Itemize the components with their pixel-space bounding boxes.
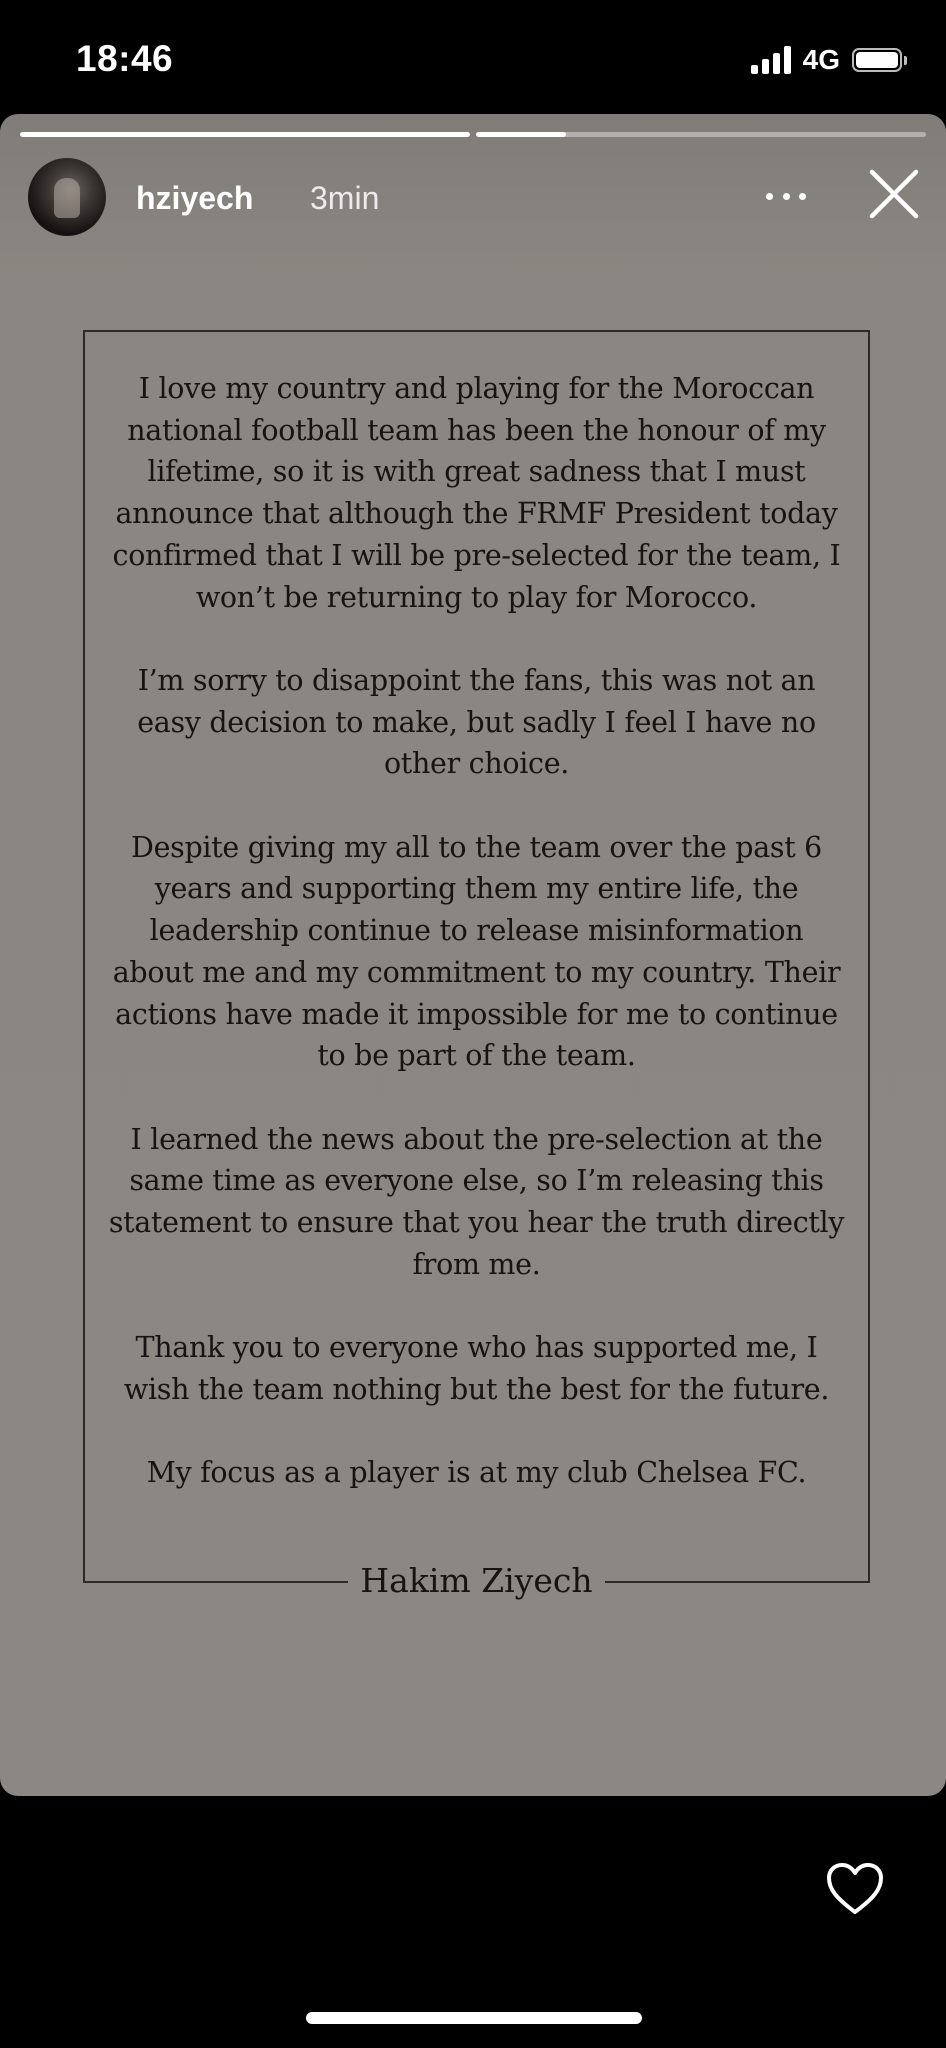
story-progress (20, 132, 926, 137)
heart-icon[interactable] (826, 1862, 884, 1916)
progress-segment (20, 132, 470, 137)
story-header (28, 158, 926, 238)
progress-segment (476, 132, 926, 137)
story-card[interactable] (0, 114, 946, 1796)
statement-paragraph: I’m sorry to disappoint the fans, this was not an easy decision to make, but sadly I feel I have no other choice. (137, 663, 816, 781)
progress-fill (476, 132, 566, 137)
statement-paragraph: Despite giving my all to the team over the past 6 years and supporting them my entire life, the leadership continue to release misinformation about me and my commitment to my country. Their actions have made it impossible for me to continue to be part of the team. (112, 830, 841, 1073)
post-time: 3min (310, 180, 380, 216)
statement-paragraph: My focus as a player is at my club Chelsea FC. (146, 1456, 807, 1490)
network-type: 4G (802, 44, 840, 75)
battery-icon (852, 48, 902, 72)
statement-body (105, 368, 848, 1536)
avatar[interactable] (28, 158, 106, 236)
statement-paragraph: I love my country and playing for the Moroccan national football team has been the honour of my lifetime, so it is with great sadness that I must announce that although the FRMF President today confirmed that I will be pre-selected for the team, I won’t be returning to play for Morocco. (112, 372, 841, 614)
username[interactable]: hziyech (136, 180, 254, 216)
signature-row (83, 1559, 870, 1603)
status-time: 18:46 (76, 38, 174, 79)
home-indicator[interactable] (306, 2012, 642, 2024)
statement-frame (83, 330, 870, 1600)
close-icon[interactable] (866, 166, 922, 222)
status-indicators (751, 44, 902, 76)
signal-icon (751, 46, 791, 74)
signature: Hakim Ziyech (348, 1559, 604, 1603)
status-bar (0, 0, 946, 114)
statement-paragraph: I learned the news about the pre-selection at the same time as everyone else, so I’m releasing this statement to ensure that you hear the truth directly from me. (108, 1122, 845, 1281)
progress-fill (20, 132, 470, 137)
more-horizontal-icon[interactable] (766, 190, 806, 202)
statement-paragraph: Thank you to everyone who has supported me, I wish the team nothing but the best for the future. (123, 1331, 830, 1406)
